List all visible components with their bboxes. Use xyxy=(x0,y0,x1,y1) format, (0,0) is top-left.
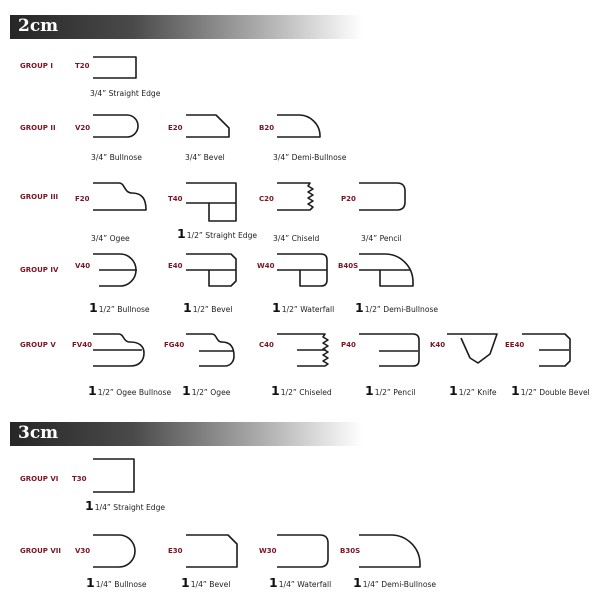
profile-description: 11/2” Waterfall xyxy=(272,300,335,315)
profile-code: FV40 xyxy=(72,341,92,349)
group-label-1: GROUP I xyxy=(20,62,53,70)
profile-description: 11/2” Ogee Bullnose xyxy=(88,383,172,398)
section-label: 2cm xyxy=(18,16,59,36)
profile-description: 11/4” Bevel xyxy=(181,575,231,590)
profile-description: 11/2” Pencil xyxy=(365,383,416,398)
group-label-3: GROUP III xyxy=(20,193,59,201)
profile-code: T40 xyxy=(168,195,183,203)
profile-code: C20 xyxy=(259,195,274,203)
profile-description: 11/2” Demi-Bullnose xyxy=(355,300,439,315)
profile-code: W40 xyxy=(257,262,275,270)
profile-code: W30 xyxy=(259,547,277,555)
profile-description: 11/4” Demi-Bullnose xyxy=(353,575,437,590)
profile-code: V30 xyxy=(75,547,91,555)
group-label-7: GROUP VII xyxy=(20,547,61,555)
profile-code: FG40 xyxy=(164,341,185,349)
profile-description: 3/4” Ogee xyxy=(91,234,130,243)
profile-code: E40 xyxy=(168,262,183,270)
profile-code: K40 xyxy=(430,341,446,349)
profile-code: V40 xyxy=(75,262,91,270)
profile-code: P20 xyxy=(341,195,356,203)
profile-code: P40 xyxy=(341,341,356,349)
profile-code: T30 xyxy=(72,475,87,483)
profile-code: B20 xyxy=(259,124,275,132)
profile-description: 3/4” Chiseld xyxy=(273,234,320,243)
profile-description: 11/4” Bullnose xyxy=(86,575,147,590)
group-label-5: GROUP V xyxy=(20,341,56,349)
profile-description: 3/4” Bevel xyxy=(185,153,225,162)
profile-code: EE40 xyxy=(505,341,525,349)
profile-code: E30 xyxy=(168,547,183,555)
profile-description: 3/4” Straight Edge xyxy=(90,89,161,98)
profile-description: 11/4” Straight Edge xyxy=(85,498,166,513)
profile-code: E20 xyxy=(168,124,183,132)
profile-description: 11/2” Bevel xyxy=(183,300,233,315)
profile-description: 3/4” Pencil xyxy=(361,234,402,243)
profile-code: V20 xyxy=(75,124,91,132)
profile-code: F20 xyxy=(75,195,90,203)
profile-code: C40 xyxy=(259,341,274,349)
profile-description: 3/4” Demi-Bullnose xyxy=(273,153,347,162)
group-label-6: GROUP VI xyxy=(20,475,59,483)
profile-description: 11/2” Bullnose xyxy=(89,300,150,315)
profile-description: 11/2” Ogee xyxy=(182,383,231,398)
profile-description: 11/2” Straight Edge xyxy=(177,226,258,241)
profile-code: T20 xyxy=(75,62,90,70)
profile-description: 11/2” Double Bevel xyxy=(511,383,590,398)
profile-description: 11/2” Chiseled xyxy=(271,383,332,398)
group-label-2: GROUP II xyxy=(20,124,56,132)
group-label-4: GROUP IV xyxy=(20,266,59,274)
profile-code: B40S xyxy=(338,262,359,270)
section-label: 3cm xyxy=(18,423,59,443)
profile-code: B30S xyxy=(340,547,361,555)
profile-description: 3/4” Bullnose xyxy=(91,153,142,162)
profile-description: 11/4” Waterfall xyxy=(269,575,332,590)
profile-description: 11/2” Knife xyxy=(449,383,497,398)
